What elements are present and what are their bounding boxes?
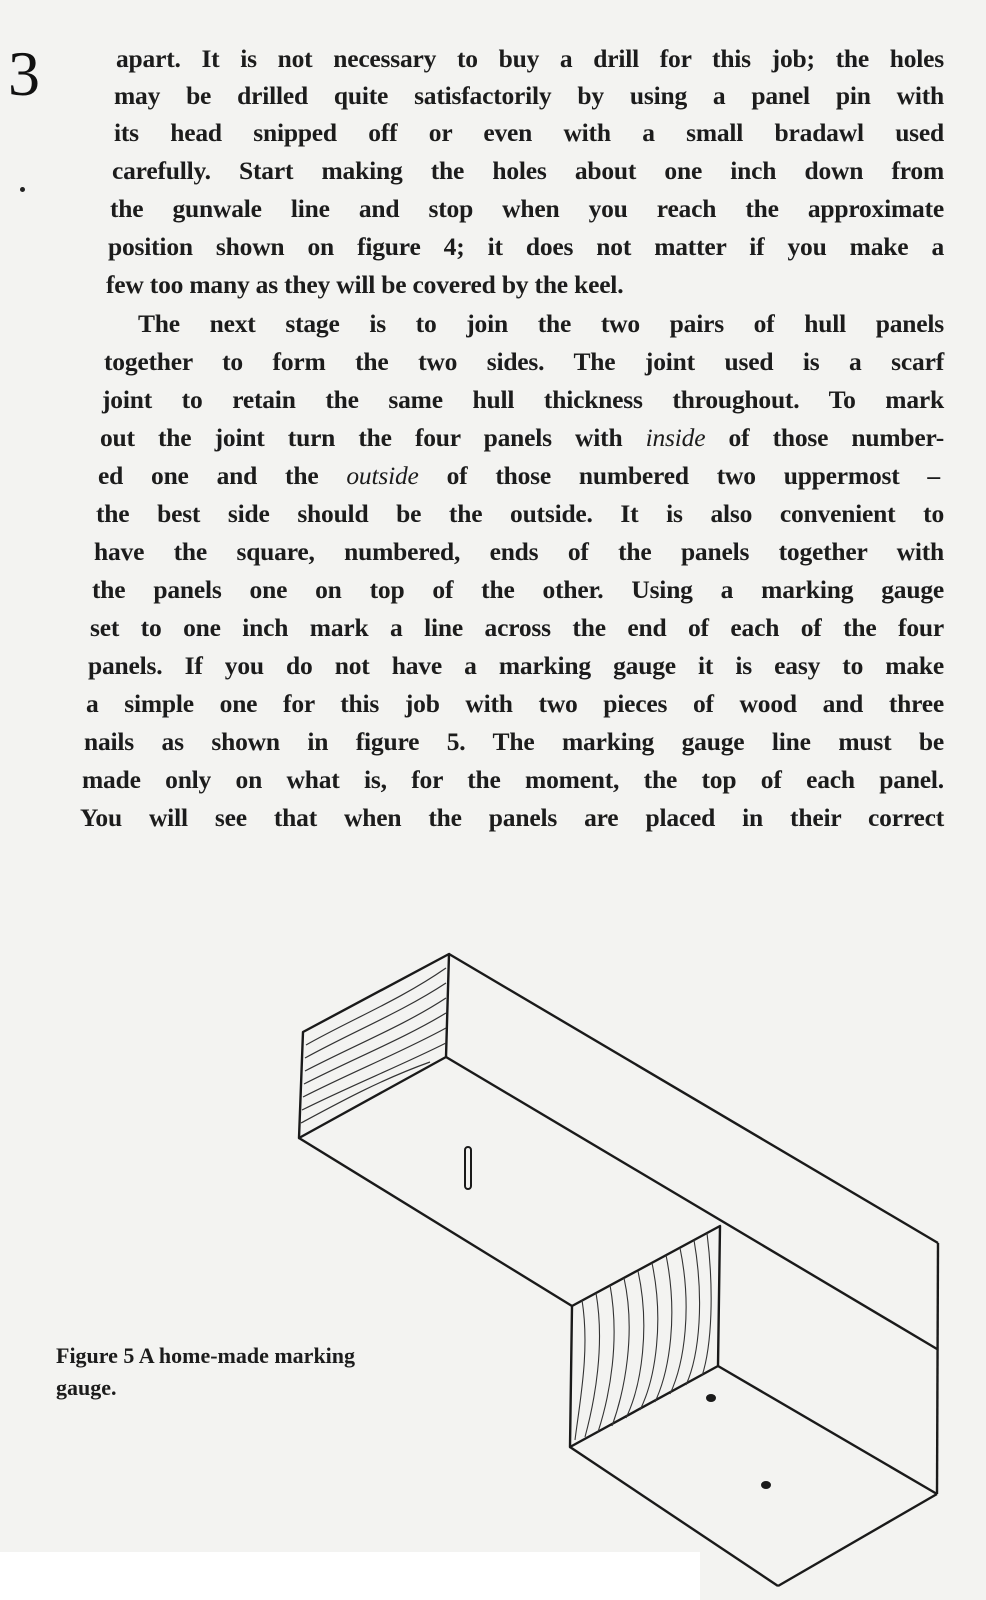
top-bar-end-face bbox=[299, 954, 449, 1138]
text-span: of those numbered two uppermost – bbox=[418, 461, 940, 490]
text-line: made only on what is, for the moment, the top of each panel. bbox=[82, 765, 944, 794]
text-line: the gunwale line and stop when you reach the approximate bbox=[110, 194, 944, 223]
text-line: set to one inch mark a line across the end of each of the four bbox=[90, 613, 944, 642]
text-line: the best side should be the outside. It is also convenient to bbox=[96, 499, 944, 528]
text-span: of those number- bbox=[705, 423, 944, 452]
text-line: few too many as they will be covered by the keel. bbox=[106, 270, 624, 299]
caption-line: Figure 5 A home-made marking bbox=[56, 1343, 356, 1368]
text-line bbox=[98, 457, 940, 495]
text-line: joint to retain the same hull thickness throughout. To mark bbox=[102, 385, 944, 414]
text-line: panels. If you do not have a marking gauge it is easy to make bbox=[88, 651, 944, 680]
text-line: its head snipped off or even with a small bradawl used bbox=[114, 118, 944, 147]
text-line: The next stage is to join the two pairs of hull panels bbox=[138, 309, 944, 338]
text-line: the panels one on top of the other. Using a marking gauge bbox=[92, 575, 944, 604]
italic-word: outside bbox=[346, 461, 419, 490]
text-line: together to form the two sides. The joint used is a scarf bbox=[104, 347, 944, 376]
text-line: may be drilled quite satisfactorily by using a panel pin with bbox=[114, 81, 944, 110]
margin-mark bbox=[20, 187, 25, 192]
nail-hole bbox=[761, 1481, 771, 1489]
text-line: carefully. Start making the holes about one inch down from bbox=[112, 156, 944, 185]
figure-drawing bbox=[299, 954, 938, 1586]
text-span: out the joint turn the four panels with bbox=[100, 423, 646, 452]
figure-caption bbox=[56, 1340, 456, 1404]
caption-line: gauge. bbox=[56, 1375, 117, 1400]
text-line: have the square, numbered, ends of the panels together with bbox=[94, 537, 944, 566]
wood-grain-stock bbox=[575, 1233, 711, 1440]
italic-word: inside bbox=[645, 423, 706, 452]
page-number: 3 bbox=[8, 38, 40, 109]
text-line: nails as shown in figure 5. The marking gauge line must be bbox=[84, 727, 944, 756]
wood-grain-top bbox=[301, 968, 446, 1123]
text-line: apart. It is not necessary to buy a drill for this job; the holes bbox=[116, 44, 944, 73]
text-line bbox=[100, 419, 944, 457]
page-edge bbox=[0, 1552, 700, 1600]
text-line: You will see that when the panels are placed in their correct bbox=[80, 803, 944, 832]
text-line: position shown on figure 4; it does not matter if you make a bbox=[108, 232, 944, 261]
text-span: ed one and the bbox=[98, 461, 347, 490]
stock-end-face bbox=[570, 1226, 720, 1447]
text-line: a simple one for this job with two pieces of wood and three bbox=[86, 689, 944, 718]
nail-marker bbox=[465, 1147, 471, 1189]
nail-hole bbox=[706, 1394, 716, 1402]
